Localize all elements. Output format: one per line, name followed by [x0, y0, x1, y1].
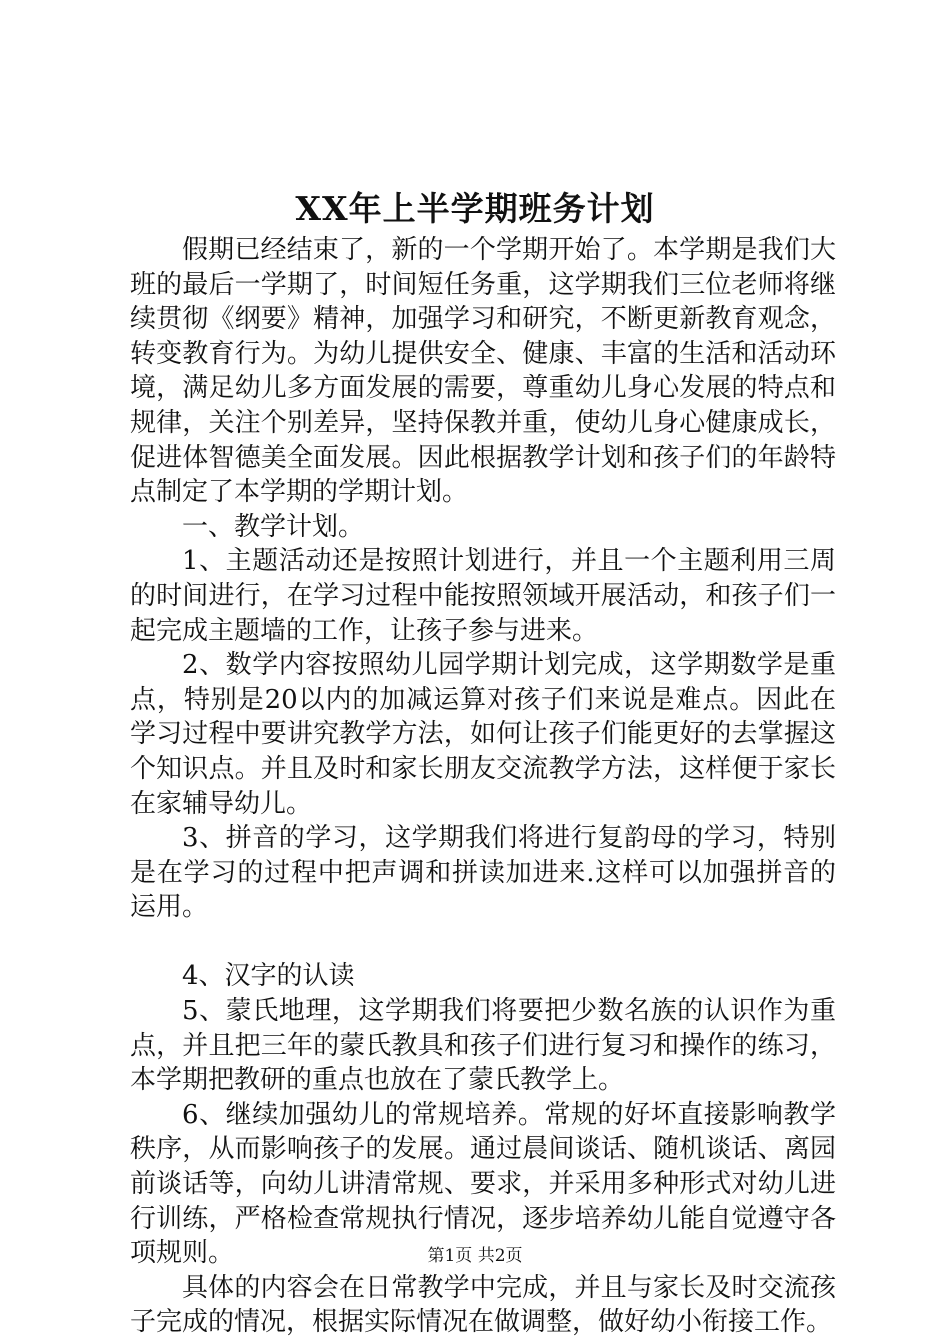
document-title: XX年上半学期班务计划: [295, 189, 655, 228]
paragraph-item-4: 4、汉字的认读: [182, 961, 355, 992]
paragraph-item-5: 5、蒙氏地理，这学期我们将要把少数名族的认识作为重点，并且把三年的蒙氏教具和孩子们进行复习和操作的练习，本学期把教研的重点也放在了蒙氏教学上。: [130, 996, 836, 1096]
page-number-footer: 第1页 共2页: [427, 1246, 523, 1266]
section-heading-teaching-plan: 一、教学计划。: [182, 511, 365, 542]
paragraph-item-2: 2、数学内容按照幼儿园学期计划完成，这学期数学是重点，特别是20以内的加减运算对孩子们来说是难点。因此在学习过程中要讲究教学方法，如何让孩子们能更好的去掌握这个知识点。并且及时和家长朋友交流教学方法，这样便于家长在家辅导幼儿。: [130, 650, 836, 819]
paragraph-intro: 假期已经结束了，新的一个学期开始了。本学期是我们大班的最后一学期了，时间短任务重，这学期我们三位老师将继续贯彻《纲要》精神，加强学习和研究，不断更新教育观念，转变教育行为。为幼儿提供安全、健康、丰富的生活和活动环境，满足幼儿多方面发展的需要，尊重幼儿身心发展的特点和规律，关注个别差异，坚持保教并重，使幼儿身心健康成长，促进体智德美全面发展。因此根据教学计划和孩子们的年龄特点制定了本学期的学期计划。: [130, 235, 836, 508]
paragraph-item-6: 6、继续加强幼儿的常规培养。常规的好坏直接影响教学秩序，从而影响孩子的发展。通过晨间谈话、随机谈话、离园前谈话等，向幼儿讲清常规、要求，并采用多种形式对幼儿进行训练，严格检查常规执行情况，逐步培养幼儿能自觉遵守各项规则。: [130, 1099, 836, 1269]
paragraph-item-1: 1、主题活动还是按照计划进行，并且一个主题利用三周的时间进行，在学习过程中能按照领域开展活动，和孩子们一起完成主题墙的工作，让孩子参与进来。: [130, 546, 836, 646]
paragraph-item-3: 3、拼音的学习，这学期我们将进行复韵母的学习，特别是在学习的过程中把声调和拼读加进来.这样可以加强拼音的运用。: [130, 823, 836, 923]
document-body: [130, 233, 836, 1340]
paragraph-conclusion: 具体的内容会在日常教学中完成，并且与家长及时交流孩子完成的情况，根据实际情况在做调整，做好幼小衔接工作。: [130, 1272, 836, 1338]
